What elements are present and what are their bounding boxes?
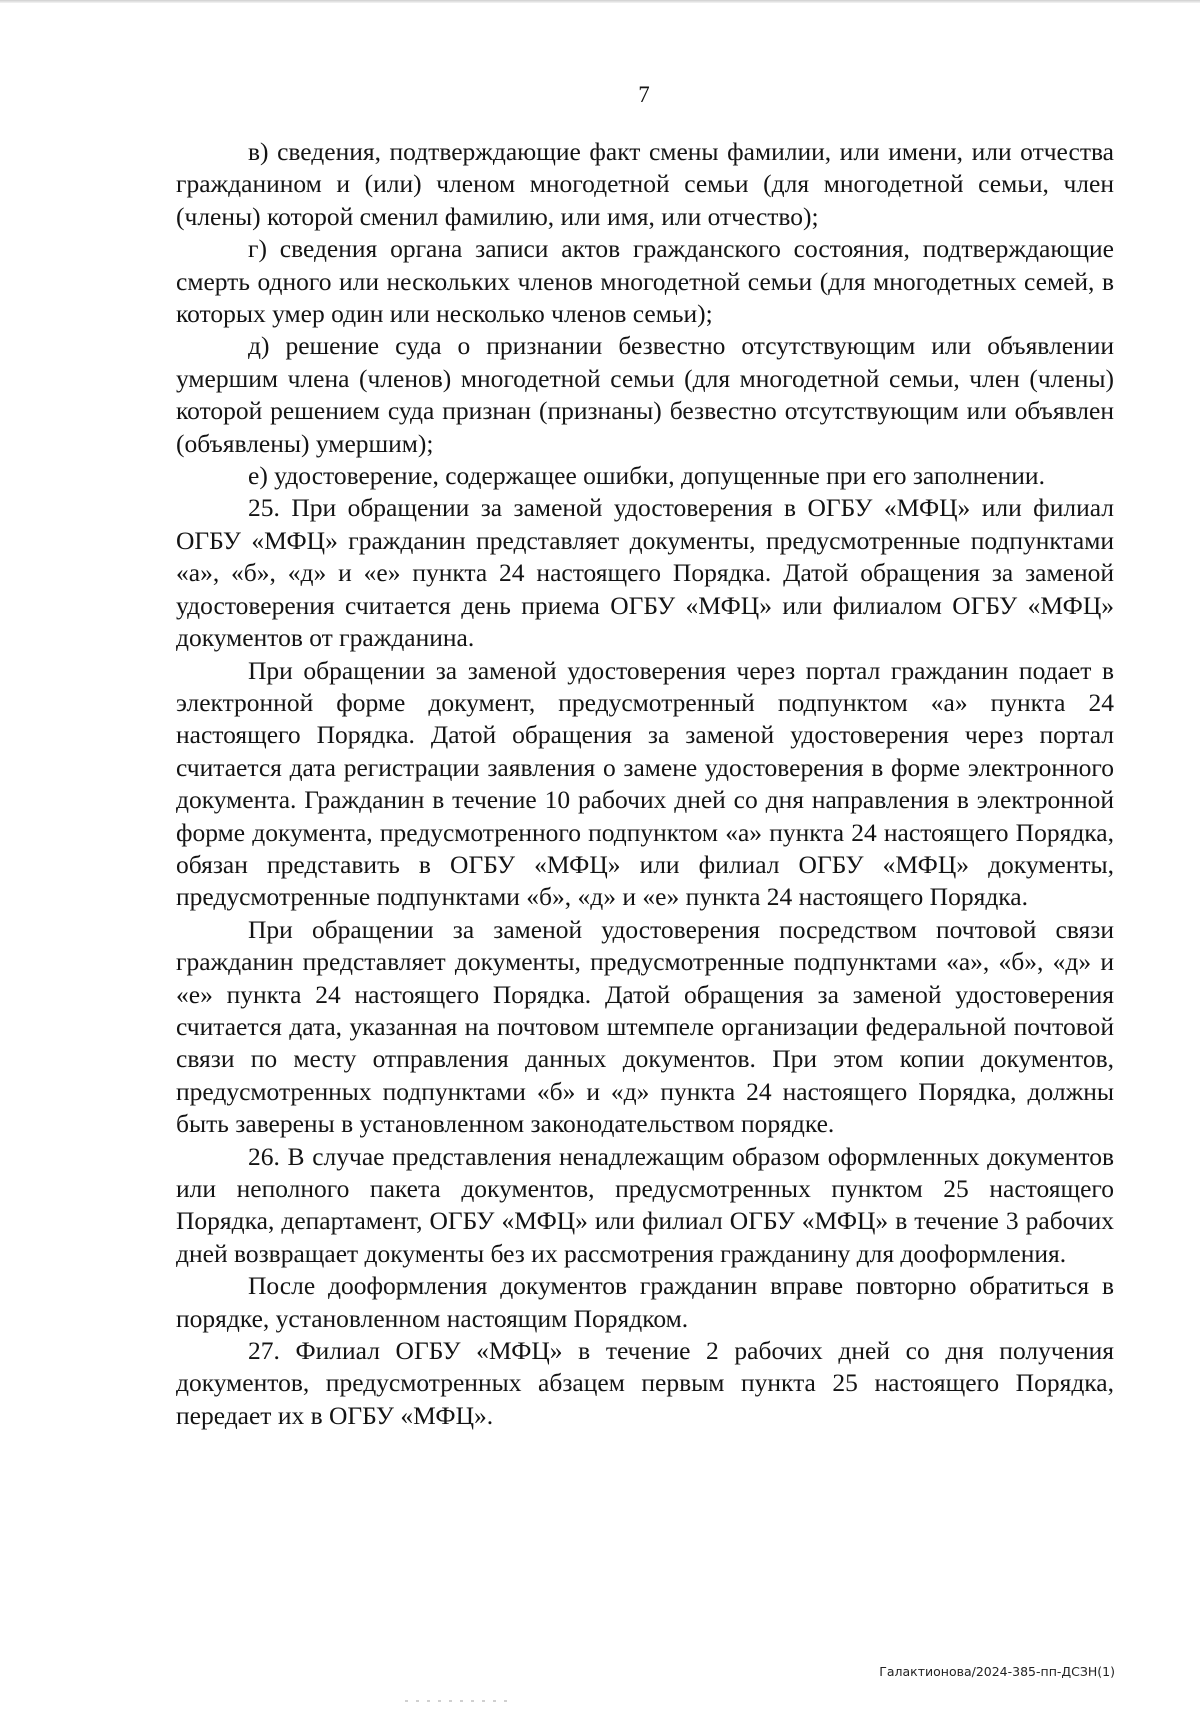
paragraph-item-25-postal: При обращении за заменой удостоверения посредством почтовой связи гражданин представляет документы, предусмотренные подпунктами «а», «б», «д» и «е» пункта 24 настоящего Порядка. Датой обращения за заменой удостоверения считается дата, указанная на почтовом штемпеле организации федеральной почтовой связи по месту отправления данных документов. При этом копии документов, предусмотренных подпунктами «б» и «д» пункта 24 настоящего Порядка, должны быть заверены в установленном законодательством порядке.	[176, 914, 1114, 1139]
scan-artifact	[405, 1700, 515, 1702]
paragraph-item-25: 25. При обращении за заменой удостоверения в ОГБУ «МФЦ» или филиал ОГБУ «МФЦ» гражданин представляет документы, предусмотренные подпунктами «а», «б», «д» и «е» пункта 24 настоящего Порядка. Датой обращения за заменой удостоверения считается день приема ОГБУ «МФЦ» или филиалом ОГБУ «МФЦ» документов от гражданина.	[176, 493, 1114, 653]
page-number: 7	[638, 82, 650, 107]
paragraph-subitem-d: д) решение суда о признании безвестно отсутствующим или объявлении умершим члена (членов) многодетной семьи (для многодетной семьи, член (члены) которой решением суда признан (признаны) безвестно отсутствующим или объявлен (объявлены) умершим);	[176, 331, 1114, 458]
paragraph-subitem-e: е) удостоверение, содержащее ошибки, допущенные при его заполнении.	[248, 461, 1045, 491]
scan-top-edge	[0, 0, 1200, 3]
document-body	[176, 136, 1114, 1432]
paragraph-subitem-v: в) сведения, подтверждающие факт смены фамилии, или имени, или отчества гражданином и (или) членом многодетной семьи (для многодетной семьи, член (члены) которой сменил фамилию, или имя, или отчество);	[176, 137, 1114, 231]
paragraph-item-27: 27. Филиал ОГБУ «МФЦ» в течение 2 рабочих дней со дня получения документов, предусмотренных абзацем первым пункта 25 настоящего Порядка, передает их в ОГБУ «МФЦ».	[176, 1336, 1114, 1430]
paragraph-item-25-portal: При обращении за заменой удостоверения через портал гражданин подает в электронной форме документ, предусмотренный подпунктом «а» пункта 24 настоящего Порядка. Датой обращения за заменой удостоверения через портал считается дата регистрации заявления о замене удостоверения в форме электронного документа. Гражданин в течение 10 рабочих дней со дня направления в электронной форме документа, предусмотренного подпунктом «а» пункта 24 настоящего Порядка, обязан представить в ОГБУ «МФЦ» или филиал ОГБУ «МФЦ» документы, предусмотренные подпунктами «б», «д» и «е» пункта 24 настоящего Порядка.	[176, 655, 1114, 912]
paragraph-subitem-g: г) сведения органа записи актов гражданского состояния, подтверждающие смерть одного или нескольких членов многодетной семьи (для многодетных семей, в которых умер один или несколько членов семьи);	[176, 234, 1114, 329]
footer-document-reference: Галактионова/2024-385-пп-ДСЗН(1)	[879, 1664, 1115, 1679]
paragraph-item-26-resubmit: После дооформления документов гражданин вправе повторно обратиться в порядке, установленном настоящим Порядком.	[176, 1271, 1114, 1333]
paragraph-item-26: 26. В случае представления ненадлежащим образом оформленных документов или неполного пакета документов, предусмотренных пунктом 25 настоящего Порядка, департамент, ОГБУ «МФЦ» или филиал ОГБУ «МФЦ» в течение 3 рабочих дней возвращает документы без их рассмотрения гражданину для дооформления.	[176, 1141, 1114, 1268]
